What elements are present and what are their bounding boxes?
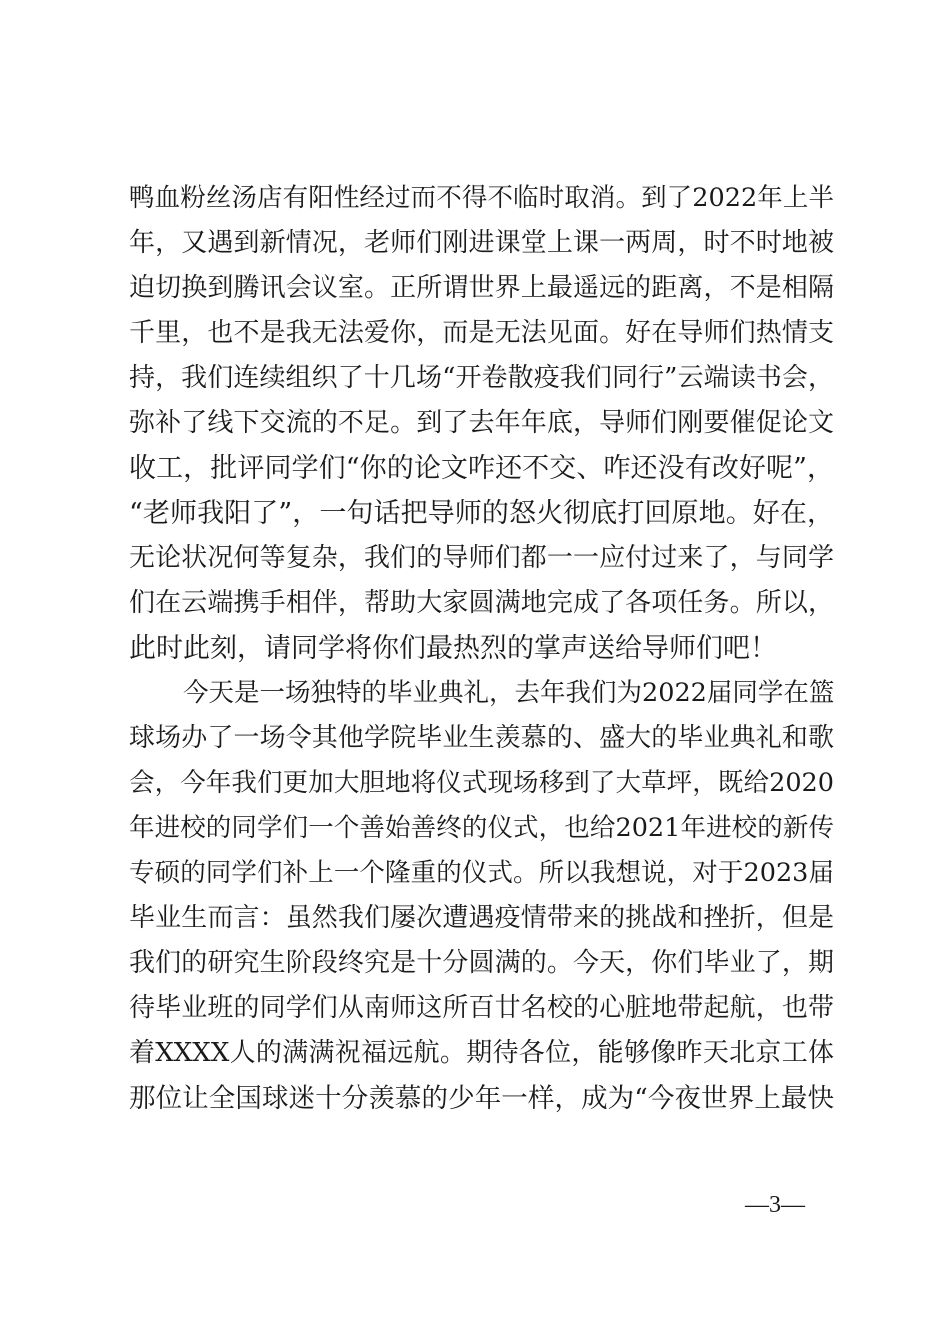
text-line: 此时此刻，请同学将你们最热烈的掌声送给导师们吧！ xyxy=(129,633,777,664)
text-line: 年，又遇到新情况，老师们刚进课堂上课一两周，时不时地被 xyxy=(129,228,834,258)
text-line: 毕业生而言：虽然我们屡次遭遇疫情带来的挑战和挫折，但是 xyxy=(129,903,834,933)
text-line: 今天是一场独特的毕业典礼，去年我们为2022届同学在篮 xyxy=(183,678,835,708)
text-line: 待毕业班的同学们从南师这所百廿名校的心脏地带起航，也带 xyxy=(129,993,834,1023)
text-line: 们在云端携手相伴，帮助大家圆满地完成了各项任务。所以， xyxy=(129,588,834,618)
text-line: “老师我阳了”，一句话把导师的怒火彻底打回原地。好在， xyxy=(129,498,834,529)
text-line: 球场办了一场令其他学院毕业生羡慕的、盛大的毕业典礼和歌 xyxy=(129,723,834,753)
text-line: 无论状况何等复杂，我们的导师们都一一应付过来了，与同学 xyxy=(129,543,834,573)
text-line: 千里，也不是我无法爱你，而是无法见面。好在导师们热情支 xyxy=(129,318,834,348)
text-line: 迫切换到腾讯会议室。正所谓世界上最遥远的距离，不是相隔 xyxy=(129,273,834,303)
text-line: 会，今年我们更加大胆地将仪式现场移到了大草坪，既给2020 xyxy=(129,768,834,798)
text-line: 收工，批评同学们“你的论文咋还不交、咋还没有改好呢”， xyxy=(129,453,834,484)
text-line: 那位让全国球迷十分羡慕的少年一样，成为“今夜世界上最快 xyxy=(129,1083,834,1114)
text-line: 弥补了线下交流的不足。到了去年年底，导师们刚要催促论文 xyxy=(129,408,834,438)
text-line: 年进校的同学们一个善始善终的仪式，也给2021年进校的新传 xyxy=(129,813,834,843)
text-line: 着XXXX人的满满祝福远航。期待各位，能够像昨天北京工体 xyxy=(129,1038,834,1068)
paragraph-1 xyxy=(129,176,834,671)
text-line: 专硕的同学们补上一个隆重的仪式。所以我想说，对于2023届 xyxy=(129,858,834,888)
text-line: 我们的研究生阶段终究是十分圆满的。今天，你们毕业了，期 xyxy=(129,948,834,978)
body-text xyxy=(129,176,834,1121)
page-number: —3— xyxy=(745,1192,805,1218)
text-line: 鸭血粉丝汤店有阳性经过而不得不临时取消。到了2022年上半 xyxy=(129,183,834,213)
paragraph-2 xyxy=(129,671,834,1121)
text-line: 持，我们连续组织了十几场“开卷散疫我们同行”云端读书会， xyxy=(129,363,834,393)
